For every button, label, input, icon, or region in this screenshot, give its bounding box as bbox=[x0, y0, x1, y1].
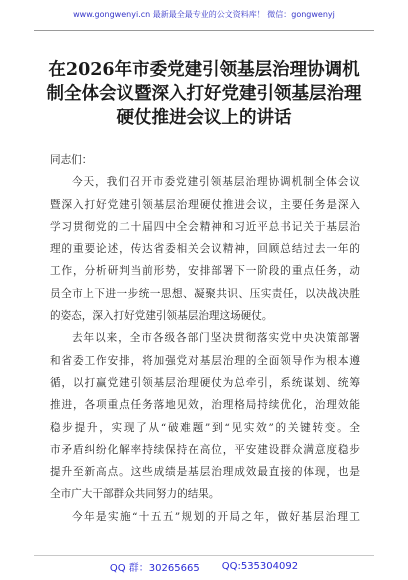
paragraph-line: 理的重要论述，传达省委相关会议精神，回顾总结过去一年的 bbox=[50, 243, 360, 256]
header-text[interactable]: www.gongwenyi.cn 最新最全最专业的公文资料库！ 微信：gongwenyj bbox=[73, 9, 335, 19]
title-line: 硬仗推进会议上的讲话 bbox=[116, 108, 292, 128]
salutation: 同志们： bbox=[50, 154, 93, 166]
paragraph-line: 循，以打赢党建引领基层治理硬仗为总牵引，系统谋划、统筹 bbox=[50, 376, 360, 389]
paragraph-line: 工作，分析研判当前形势，安排部署下一阶段的重点任务，动 bbox=[50, 265, 360, 278]
paragraph-line: 提升至新高点。这些成绩是基层治理成效最直接的体现，也是 bbox=[50, 466, 360, 479]
paragraph-line: 全市广大干部群众共同努力的结果。 bbox=[50, 488, 220, 501]
paragraph-1 bbox=[50, 171, 360, 327]
paragraph-3 bbox=[50, 506, 360, 528]
footer-qq-group[interactable]: QQ 群：30265665 bbox=[109, 562, 200, 574]
title-line: 制全体会议暨深入打好党建引领基层治理 bbox=[46, 84, 362, 104]
header-divider bbox=[34, 30, 374, 31]
paragraph-line: 市矛盾纠纷化解率持续保持在高位，平安建设群众满意度稳步 bbox=[50, 443, 360, 456]
paragraph-line: 去年以来，全市各级各部门坚决贯彻落实党中央决策部署 bbox=[72, 332, 360, 345]
paragraph-line: 暨深入打好党建引领基层治理硬仗推进会议，主要任务是深入 bbox=[50, 198, 360, 211]
paragraph-line: 今天，我们召开市委党建引领基层治理协调机制全体会议 bbox=[72, 176, 360, 189]
page-footer bbox=[0, 556, 408, 576]
document-body bbox=[50, 149, 360, 528]
title-line: 在2026年市委党建引领基层治理协调机 bbox=[48, 60, 360, 80]
paragraph-2 bbox=[50, 327, 360, 505]
page-header bbox=[0, 0, 408, 28]
paragraph-line: 推进，各项重点任务落地见效，治理格局持续优化，治理效能 bbox=[50, 399, 360, 412]
footer-qq-contact[interactable]: QQ:535304092 bbox=[221, 560, 299, 572]
paragraph-line: 员全市上下进一步统一思想、凝聚共识、压实责任，以决战决胜 bbox=[50, 287, 360, 300]
paragraph-line: 和省委工作安排，将加强党对基层治理的全面领导作为根本遵 bbox=[50, 354, 360, 367]
paragraph-line: 的姿态，深入打好党建引领基层治理这场硬仗。 bbox=[50, 310, 273, 323]
paragraph-line: 稳步提升，实现了从“破难题”到“见实效”的关键转变。全 bbox=[50, 421, 360, 434]
document-title bbox=[30, 58, 378, 130]
paragraph-line: 学习贯彻党的二十届四中全会精神和习近平总书记关于基层治 bbox=[50, 220, 360, 233]
paragraph-line: 今年是实施“十五五”规划的开局之年，做好基层治理工 bbox=[72, 510, 360, 523]
